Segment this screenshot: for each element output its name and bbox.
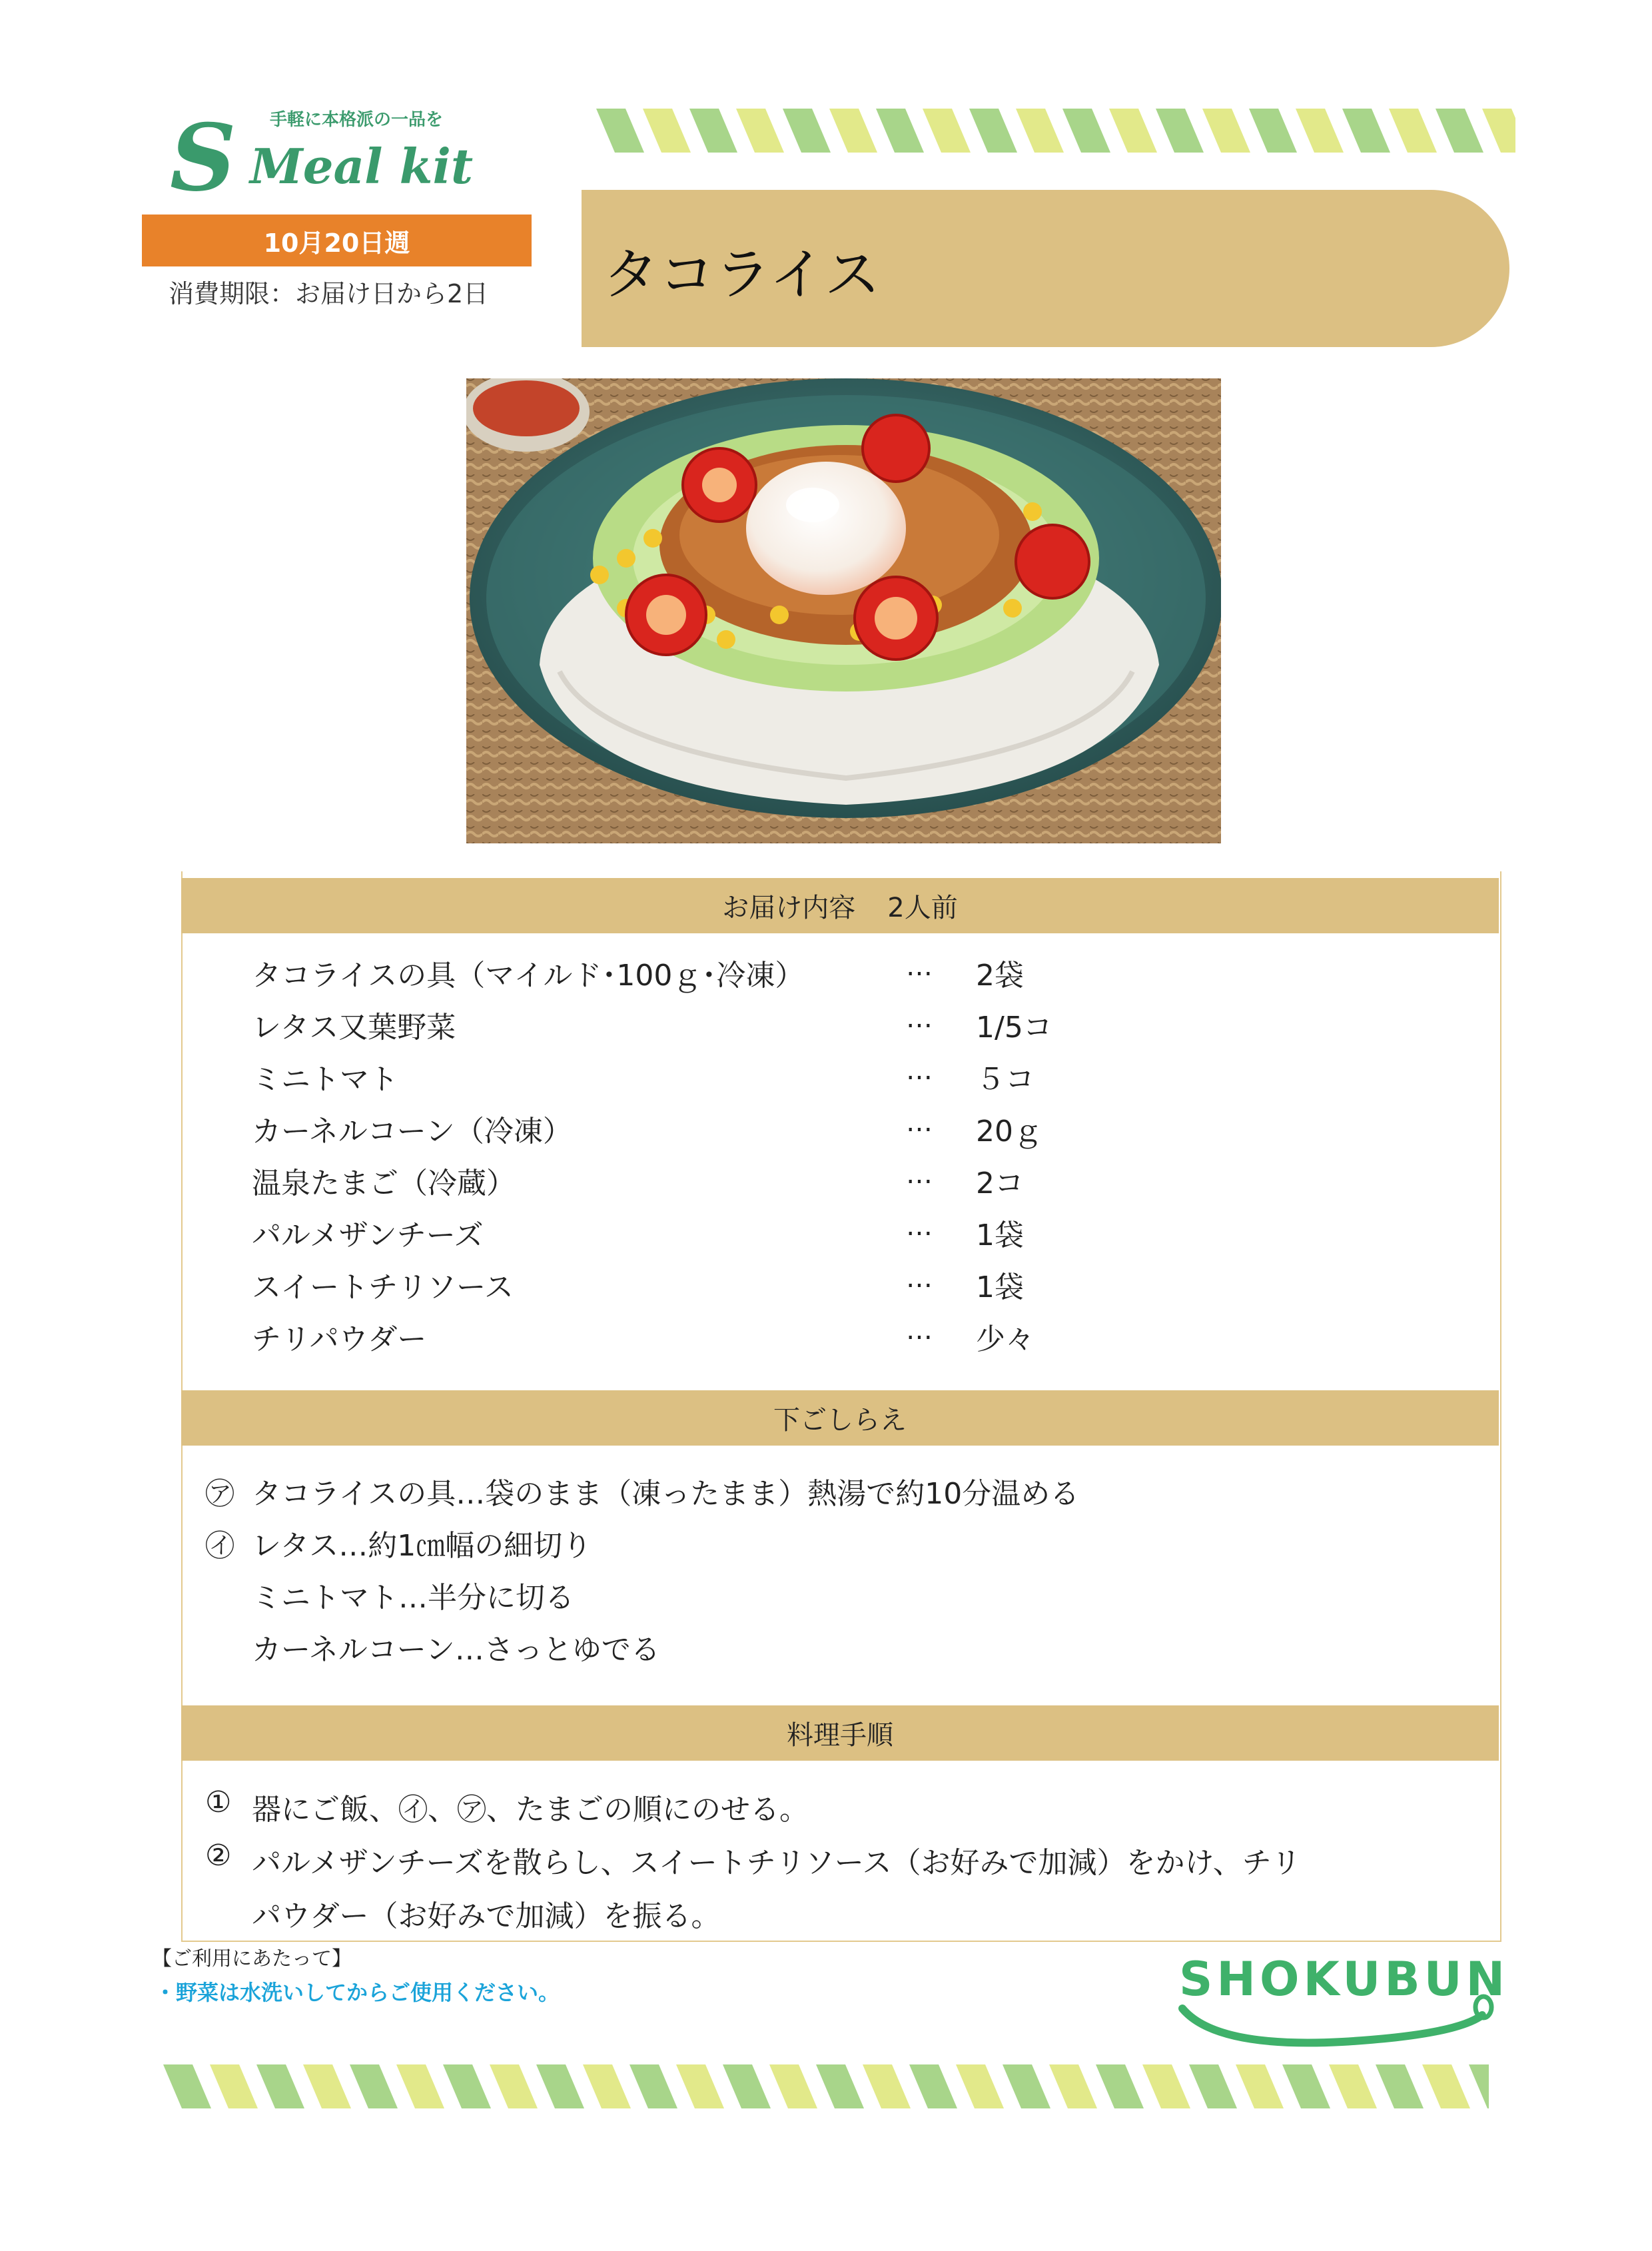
step-number: ②	[205, 1839, 232, 1873]
stripe	[1296, 109, 1344, 153]
ingredient-qty: 少々	[976, 1322, 1034, 1356]
stripe	[876, 109, 924, 153]
decorative-stripe-top	[596, 109, 1515, 153]
logo-letter: S	[170, 103, 236, 200]
leader-dots: …	[906, 1315, 933, 1346]
steps-heading-bar	[181, 1705, 1499, 1761]
logo-tagline: 手軽に本格派の一品を	[270, 110, 444, 130]
stripe	[1096, 2064, 1144, 2108]
ingredient-qty: 2コ	[976, 1166, 1024, 1200]
stripe	[1342, 109, 1390, 153]
logo-text: Meal kit	[250, 138, 474, 195]
notice-heading: 【ご利用にあたって】	[152, 1947, 352, 1971]
prep-heading-bar	[181, 1390, 1499, 1446]
prep-line: ミニトマト…半分に切る	[252, 1581, 574, 1615]
stripe	[736, 109, 784, 153]
stripe	[1049, 2064, 1097, 2108]
stripe	[1016, 109, 1064, 153]
step-line: 器にご飯、㋑、㋐、たまごの順にのせる。	[252, 1793, 809, 1827]
stripe	[1376, 2064, 1424, 2108]
prep-mark: ㋑	[205, 1529, 234, 1563]
stripe	[923, 109, 971, 153]
stripe	[256, 2064, 304, 2108]
ingredient-qty: 2袋	[976, 959, 1024, 993]
stripe	[816, 2064, 864, 2108]
ingredient-name: レタス又葉野菜	[252, 1011, 456, 1045]
leader-dots: …	[906, 1211, 933, 1242]
leader-dots: …	[906, 1003, 933, 1034]
notice-body: ・野菜は水洗いしてからご使用ください。	[155, 1980, 560, 2005]
stripe	[583, 2064, 631, 2108]
prep-mark: ㋐	[205, 1477, 234, 1511]
recipe-title: タコライス	[603, 242, 881, 307]
stripe	[1249, 109, 1297, 153]
stripe	[676, 2064, 724, 2108]
stripe	[909, 2064, 957, 2108]
stripe	[863, 2064, 911, 2108]
stripe	[443, 2064, 491, 2108]
ingredient-name: カーネルコーン（冷凍）	[252, 1115, 572, 1148]
prep-line: カーネルコーン…さっとゆでる	[252, 1633, 660, 1667]
stripe	[1062, 109, 1110, 153]
stripe	[210, 2064, 258, 2108]
stripe	[969, 109, 1017, 153]
stripe	[350, 2064, 398, 2108]
prep-line: タコライスの具…袋のまま（凍ったまま）熱湯で約10分温める	[252, 1477, 1080, 1511]
ingredient-qty: 1/5コ	[976, 1011, 1052, 1045]
contents-heading-bar	[181, 878, 1499, 933]
shokubun-text: SHOKUBUN	[1179, 1952, 1502, 2007]
smeal-kit-logo	[170, 100, 516, 200]
stripe	[1236, 2064, 1284, 2108]
ingredient-name: チリパウダー	[252, 1322, 427, 1356]
stripe	[1422, 2064, 1470, 2108]
stripe	[1482, 109, 1515, 153]
prep-heading: 下ごしらえ	[773, 1405, 907, 1436]
stripe	[303, 2064, 351, 2108]
stripe	[1469, 2064, 1489, 2108]
stripe	[723, 2064, 771, 2108]
ingredient-qty: ５コ	[976, 1063, 1034, 1097]
prep-line: レタス…約1㎝幅の細切り	[252, 1529, 592, 1563]
ingredient-name: パルメザンチーズ	[252, 1218, 484, 1252]
ingredient-name: スイートチリソース	[252, 1270, 514, 1304]
stripe	[629, 2064, 677, 2108]
step-number: ①	[205, 1785, 232, 1819]
ingredient-qty: 1袋	[976, 1270, 1024, 1304]
shokubun-logo	[1176, 1942, 1502, 2055]
leader-dots: …	[906, 1263, 933, 1294]
stripe	[163, 2064, 211, 2108]
stripe	[689, 109, 737, 153]
stripe	[1202, 109, 1250, 153]
stripe	[1389, 109, 1437, 153]
stripe	[783, 109, 831, 153]
stripe	[1156, 109, 1204, 153]
ingredient-qty: 1袋	[976, 1218, 1024, 1252]
stripe	[490, 2064, 538, 2108]
leader-dots: …	[906, 1159, 933, 1190]
stripe	[1282, 2064, 1330, 2108]
stripe	[769, 2064, 817, 2108]
servings: 2人前	[887, 893, 958, 923]
dish-photo	[466, 378, 1221, 843]
stripe	[596, 109, 644, 153]
ingredient-name: ミニトマト	[252, 1063, 398, 1097]
stripe	[1142, 2064, 1190, 2108]
ingredient-name: タコライスの具（マイルド･100ｇ･冷凍）	[252, 959, 805, 993]
step-line: パルメザンチーズを散らし、スイートチリソース（お好みで加減）をかけ、チリ	[252, 1846, 1301, 1880]
contents-heading: お届け内容	[722, 893, 856, 923]
stripe	[1003, 2064, 1050, 2108]
step-line: パウダー（お好みで加減）を振る。	[252, 1899, 721, 1933]
stripe	[956, 2064, 1004, 2108]
stripe	[1109, 109, 1157, 153]
stripe	[536, 2064, 584, 2108]
stripe	[1329, 2064, 1377, 2108]
stripe	[1436, 109, 1483, 153]
stripe	[643, 109, 691, 153]
ingredient-qty: 20ｇ	[976, 1115, 1042, 1148]
stripe	[1189, 2064, 1237, 2108]
week-badge: 10月20日週	[142, 215, 532, 266]
stripe	[829, 109, 877, 153]
ingredient-name: 温泉たまご（冷蔵）	[252, 1166, 516, 1200]
stripe	[396, 2064, 444, 2108]
expiry-text: 消費期限：お届け日から2日	[169, 279, 489, 308]
leader-dots: …	[906, 951, 933, 982]
steps-heading: 料理手順	[787, 1720, 893, 1751]
decorative-stripe-bottom	[163, 2064, 1489, 2108]
leader-dots: …	[906, 1055, 933, 1086]
leader-dots: …	[906, 1107, 933, 1138]
